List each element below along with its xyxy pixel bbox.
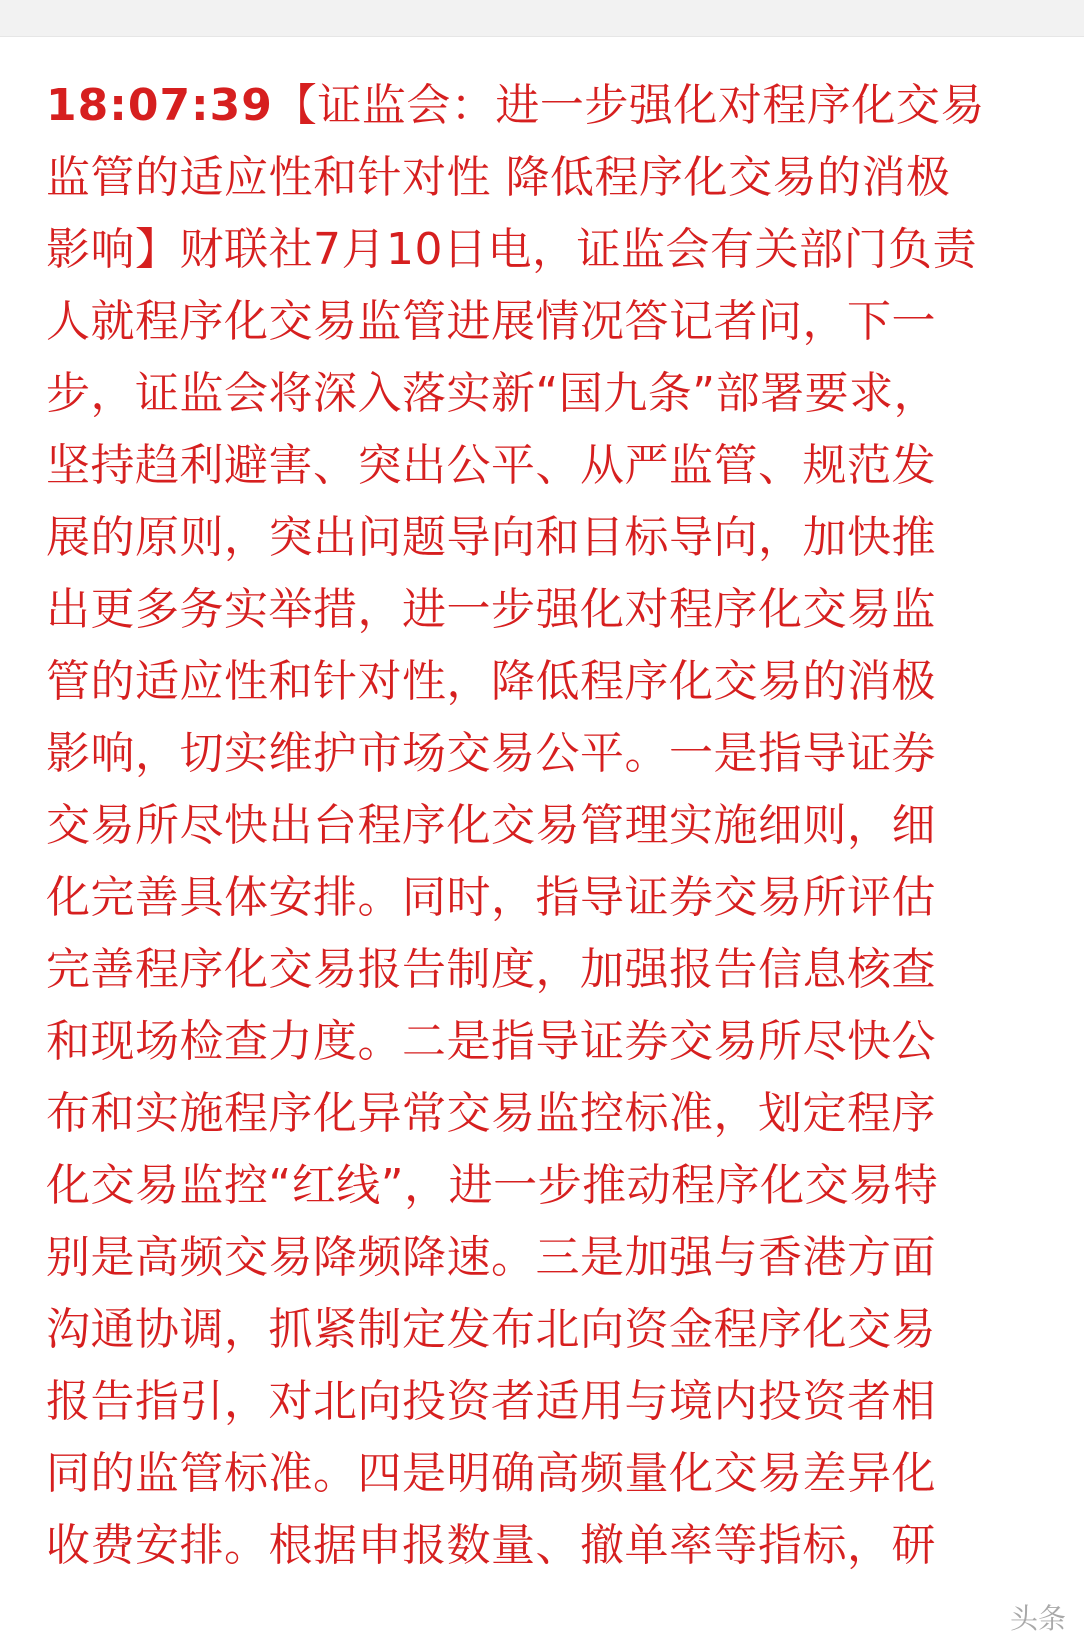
article-line: 出更多务实举措，进一步强化对程序化交易监	[46, 584, 936, 635]
article-line: 报告指引，对北向投资者适用与境内投资者相	[46, 1376, 936, 1427]
article-line: 化交易监控“红线”，进一步推动程序化交易特	[46, 1160, 939, 1211]
article-line: 坚持趋利避害、突出公平、从严监管、规范发	[46, 440, 936, 491]
article-line: 沟通协调，抓紧制定发布北向资金程序化交易	[46, 1304, 936, 1355]
article-line: 影响，切实维护市场交易公平。一是指导证券	[46, 728, 936, 779]
watermark: 头条	[1009, 1602, 1066, 1635]
article-line: 布和实施程序化异常交易监控标准，划定程序	[46, 1088, 936, 1139]
article-line: 监管的适应性和针对性 降低程序化交易的消极	[46, 152, 951, 203]
article-line: 人就程序化交易监管进展情况答记者问，下一	[46, 296, 936, 347]
headline-text: 【证监会：进一步强化对程序化交易	[272, 80, 985, 131]
article-line: 同的监管标准。四是明确高频量化交易差异化	[46, 1448, 936, 1499]
news-article	[46, 70, 1046, 1582]
article-line: 别是高频交易降频降速。三是加强与香港方面	[46, 1232, 936, 1283]
headline-line	[46, 70, 1046, 142]
article-line: 影响】财联社7月10日电，证监会有关部门负责	[46, 224, 977, 275]
article-line: 完善程序化交易报告制度，加强报告信息核查	[46, 944, 936, 995]
article-line: 展的原则，突出问题导向和目标导向，加快推	[46, 512, 936, 563]
timestamp: 18:07:39	[46, 80, 273, 131]
article-line: 和现场检查力度。二是指导证券交易所尽快公	[46, 1016, 936, 1067]
article-line: 化完善具体安排。同时，指导证券交易所评估	[46, 872, 936, 923]
article-line: 交易所尽快出台程序化交易管理实施细则，细	[46, 800, 936, 851]
article-line: 步，证监会将深入落实新“国九条”部署要求，	[46, 368, 939, 419]
article-line: 管的适应性和针对性，降低程序化交易的消极	[46, 656, 936, 707]
article-line: 收费安排。根据申报数量、撤单率等指标，研	[46, 1520, 936, 1571]
top-bar	[0, 0, 1084, 37]
